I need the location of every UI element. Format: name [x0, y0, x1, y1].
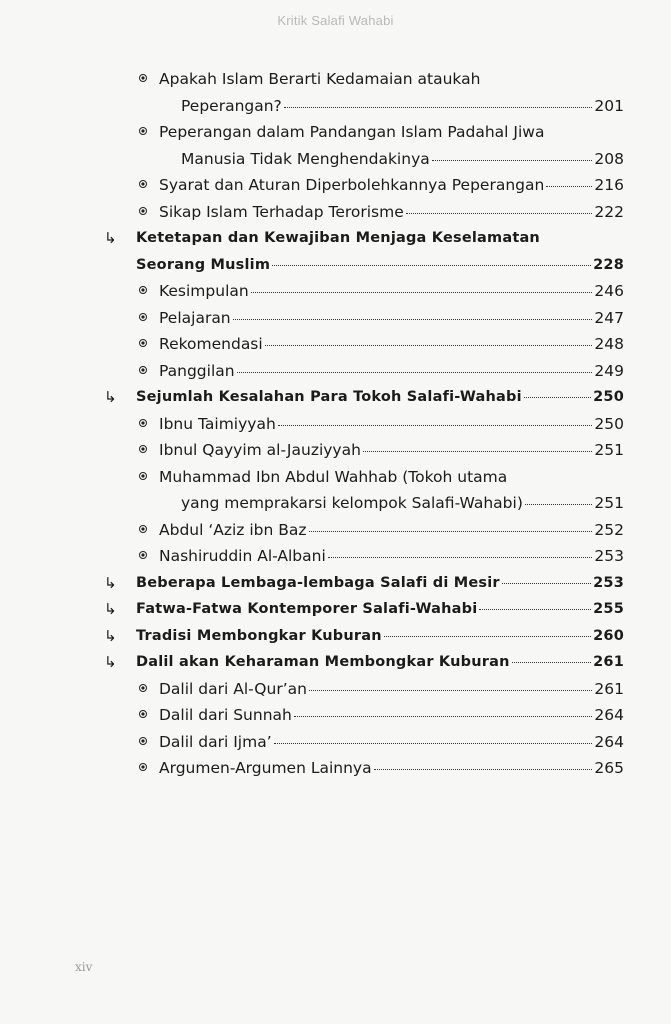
toc-page-number: 260 — [593, 627, 624, 644]
toc-page-number: 246 — [594, 282, 624, 300]
toc-entry — [104, 702, 624, 729]
dot-leader — [406, 212, 593, 214]
toc-entry-title: Syarat dan Aturan Diperbolehkannya Peperangan — [159, 176, 545, 194]
toc-section — [104, 596, 624, 623]
toc-page-number: 252 — [594, 520, 624, 539]
toc-entry-title: Sikap Islam Terhadap Terorisme — [159, 202, 404, 221]
toc-page-number: 264 — [594, 732, 624, 751]
page-number: xiv — [75, 960, 93, 974]
round-bullet-icon — [139, 419, 147, 427]
toc-entry — [104, 517, 624, 544]
round-bullet-icon — [139, 74, 147, 82]
toc-entry-title-line: Muhammad Ibn Abdul Wahhab (Tokoh utama — [159, 467, 508, 486]
toc-entry-title-line: Ketetapan dan Kewajiban Menjaga Keselamatan — [136, 230, 540, 246]
toc-entry — [104, 331, 624, 358]
toc-entry-title: Pelajaran — [159, 308, 231, 327]
round-bullet-icon — [139, 445, 147, 453]
toc-entry-title: Dalil dari Sunnah — [159, 706, 292, 724]
toc-entry — [104, 464, 624, 517]
toc-page-number: 250 — [593, 389, 624, 405]
round-bullet-icon — [139, 180, 147, 188]
round-bullet-icon — [139, 127, 147, 135]
round-bullet-icon — [139, 286, 147, 294]
toc-entry — [104, 437, 624, 464]
dot-leader — [265, 344, 593, 346]
toc-entry-title: Tradisi Membongkar Kuburan — [136, 627, 382, 644]
toc-entry-title: Peperangan? — [181, 96, 282, 115]
toc-entry-title: Kesimpulan — [159, 282, 249, 300]
toc-entry-title: Sejumlah Kesalahan Para Tokoh Salafi-Wahabi — [136, 389, 522, 405]
dot-leader — [251, 291, 593, 293]
toc-section — [104, 649, 624, 676]
toc-entry-title: Rekomendasi — [159, 335, 263, 353]
dot-leader — [502, 582, 591, 584]
toc-entry-title: Ibnul Qayyim al-Jauziyyah — [159, 441, 361, 459]
hand-pointing-arrow-icon: ↳ — [104, 229, 117, 247]
hand-pointing-arrow-icon: ↳ — [104, 388, 117, 406]
round-bullet-icon — [139, 525, 147, 533]
dot-leader — [328, 556, 593, 558]
table-of-contents — [104, 66, 624, 782]
toc-page-number: 251 — [594, 494, 624, 512]
dot-leader — [525, 503, 593, 505]
round-bullet-icon — [139, 551, 147, 559]
dot-leader — [237, 371, 593, 373]
round-bullet-icon — [139, 710, 147, 718]
toc-entry — [104, 119, 624, 172]
dot-leader — [363, 450, 592, 452]
toc-page-number: 248 — [594, 335, 624, 353]
toc-page-number: 222 — [594, 202, 624, 221]
toc-entry-title: Dalil dari Ijma’ — [159, 732, 272, 751]
toc-page-number: 261 — [594, 679, 624, 698]
toc-entry-title: Beberapa Lembaga-lembaga Salafi di Mesir — [136, 574, 500, 591]
toc-page-number: 216 — [594, 176, 624, 194]
toc-page-number: 253 — [594, 547, 624, 565]
round-bullet-icon — [139, 313, 147, 321]
toc-page-number: 255 — [593, 601, 624, 617]
dot-leader — [546, 185, 592, 187]
toc-entry-title: Fatwa-Fatwa Kontemporer Salafi-Wahabi — [136, 601, 478, 617]
toc-entry — [104, 66, 624, 119]
toc-entry-title-line: Apakah Islam Berarti Kedamaian ataukah — [159, 70, 481, 88]
round-bullet-icon — [139, 763, 147, 771]
toc-section — [104, 570, 624, 597]
dot-leader — [479, 608, 591, 610]
toc-entry — [104, 278, 624, 305]
round-bullet-icon — [139, 339, 147, 347]
toc-entry-title: yang memprakarsi kelompok Salafi-Wahabi) — [181, 494, 523, 512]
toc-entry — [104, 358, 624, 385]
dot-leader — [384, 635, 591, 637]
toc-page-number: 261 — [593, 654, 624, 670]
toc-entry — [104, 729, 624, 756]
toc-entry — [104, 199, 624, 226]
toc-entry — [104, 172, 624, 199]
dot-leader — [284, 106, 593, 108]
round-bullet-icon — [139, 472, 147, 480]
dot-leader — [294, 715, 593, 717]
toc-page-number: 250 — [594, 414, 624, 433]
dot-leader — [524, 396, 591, 398]
hand-pointing-arrow-icon: ↳ — [104, 626, 117, 645]
dot-leader — [272, 264, 591, 266]
toc-page-number: 249 — [594, 361, 624, 380]
round-bullet-icon — [139, 737, 147, 745]
toc-entry-title: Ibnu Taimiyyah — [159, 414, 276, 433]
toc-entry-title: Abdul ‘Aziz ibn Baz — [159, 520, 307, 539]
hand-pointing-arrow-icon: ↳ — [104, 600, 117, 618]
toc-page-number: 264 — [594, 706, 624, 724]
toc-entry-title: Manusia Tidak Menghendakinya — [181, 149, 430, 168]
toc-page-number: 247 — [594, 308, 624, 327]
toc-page-number: 201 — [594, 96, 624, 115]
hand-pointing-arrow-icon: ↳ — [104, 573, 117, 592]
running-header: Kritik Salafi Wahabi — [277, 13, 394, 28]
toc-entry-title: Argumen-Argumen Lainnya — [159, 759, 372, 777]
toc-entry-title: Dalil akan Keharaman Membongkar Kuburan — [136, 654, 510, 670]
toc-section — [104, 623, 624, 650]
dot-leader — [374, 768, 593, 770]
toc-entry-title: Panggilan — [159, 361, 235, 380]
toc-entry-title: Seorang Muslim — [136, 256, 271, 273]
dot-leader — [278, 424, 593, 426]
toc-entry — [104, 676, 624, 703]
dot-leader — [309, 689, 592, 691]
toc-entry — [104, 411, 624, 438]
toc-page-number: 253 — [593, 574, 624, 591]
round-bullet-icon — [139, 366, 147, 374]
dot-leader — [512, 661, 592, 663]
toc-page-number: 208 — [594, 149, 624, 168]
toc-entry-title: Nashiruddin Al-Albani — [159, 547, 326, 565]
toc-entry — [104, 543, 624, 570]
toc-entry-title-line: Peperangan dalam Pandangan Islam Padahal Jiwa — [159, 123, 545, 141]
dot-leader — [309, 530, 593, 532]
toc-section — [104, 225, 624, 278]
toc-entry — [104, 755, 624, 782]
toc-page-number: 228 — [593, 256, 624, 273]
dot-leader — [432, 159, 593, 161]
toc-page-number: 251 — [594, 441, 624, 459]
toc-entry-title: Dalil dari Al-Qur’an — [159, 679, 307, 698]
toc-section — [104, 384, 624, 411]
round-bullet-icon — [139, 684, 147, 692]
dot-leader — [274, 742, 593, 744]
toc-entry — [104, 305, 624, 332]
dot-leader — [233, 318, 593, 320]
round-bullet-icon — [139, 207, 147, 215]
hand-pointing-arrow-icon: ↳ — [104, 653, 117, 671]
toc-page-number: 265 — [594, 759, 624, 777]
